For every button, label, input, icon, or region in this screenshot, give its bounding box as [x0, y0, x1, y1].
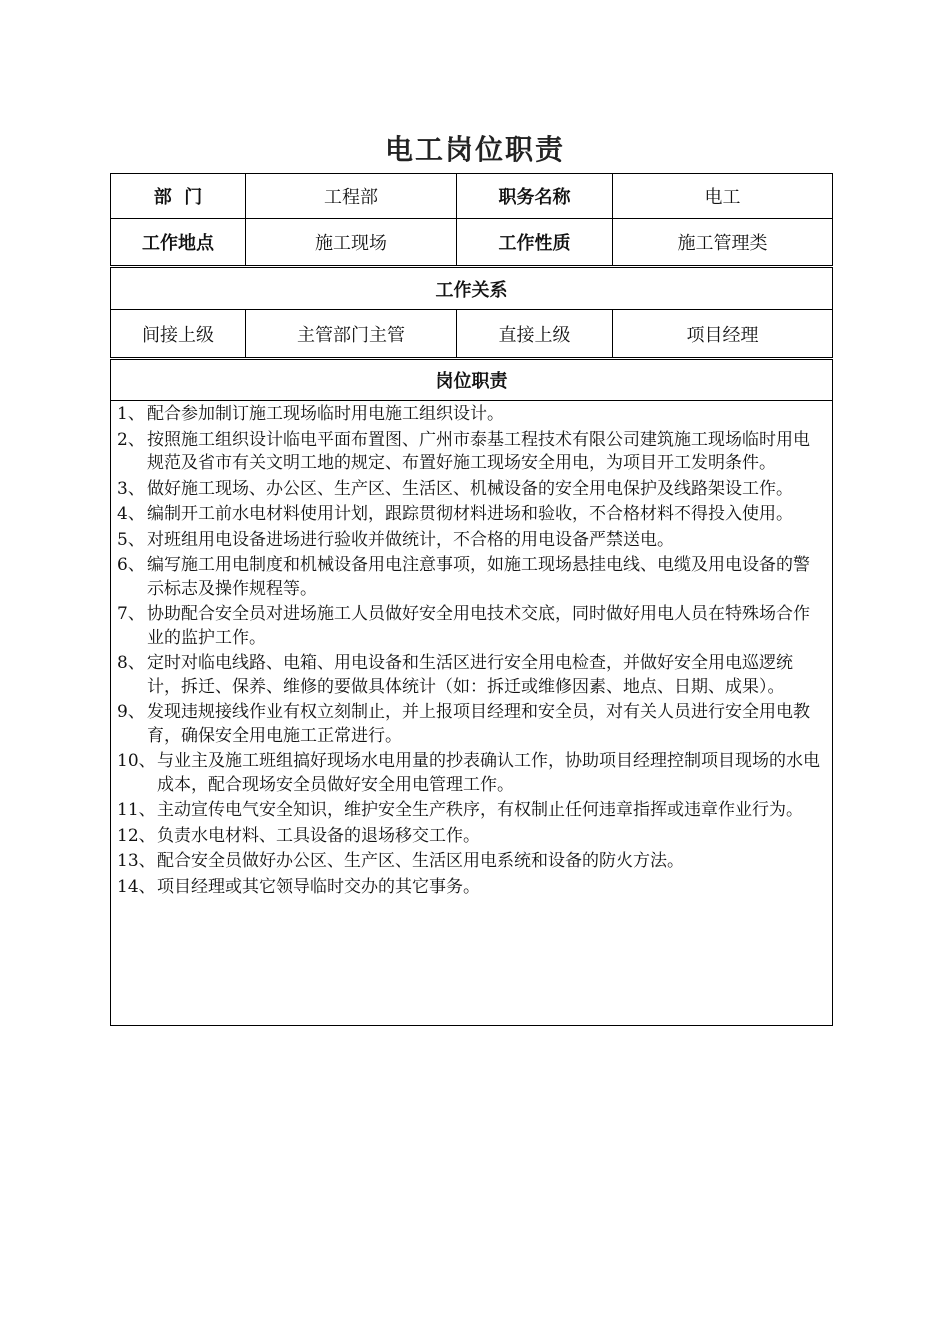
duty-number: 1、 [117, 404, 145, 424]
direct-superior-value: 项目经理 [613, 310, 833, 359]
duty-number: 9、 [117, 702, 145, 722]
duty-text: 配合安全员做好办公区、生产区、生活区用电系统和设备的防火方法。 [157, 851, 684, 871]
direct-superior-label: 直接上级 [457, 310, 613, 359]
duty-text: 协助配合安全员对进场施工人员做好安全用电技术交底，同时做好用电人员在特殊场合作业的监护工作。 [147, 604, 810, 648]
list-item [117, 503, 820, 527]
location-value: 施工现场 [246, 219, 457, 267]
duty-number: 4、 [117, 504, 145, 524]
list-item [117, 529, 820, 553]
list-item [117, 603, 820, 650]
duty-text: 配合参加制订施工现场临时用电施工组织设计。 [147, 404, 504, 424]
duty-text: 与业主及施工班组搞好现场水电用量的抄表确认工作，协助项目经理控制项目现场的水电成本，配合现场安全员做好安全用电管理工作。 [157, 751, 820, 795]
nature-label: 工作性质 [457, 219, 613, 267]
table-row [111, 174, 833, 219]
list-item [117, 799, 820, 823]
duty-text: 做好施工现场、办公区、生产区、生活区、机械设备的安全用电保护及线路架设工作。 [147, 478, 793, 499]
duty-text: 项目经理或其它领导临时交办的其它事务。 [157, 876, 480, 897]
duties-list [117, 401, 820, 899]
list-item [117, 825, 820, 849]
duty-number: 2、 [117, 429, 145, 450]
table-row [111, 401, 833, 1026]
table-row [111, 310, 833, 359]
duty-text: 主动宣传电气安全知识，维护安全生产秩序，有权制止任何违章指挥或违章作业行为。 [157, 800, 803, 820]
table-row [111, 267, 833, 310]
duty-number: 3、 [117, 478, 145, 499]
indirect-superior-label: 间接上级 [111, 310, 246, 359]
duty-number: 7、 [117, 604, 145, 624]
duty-number: 14、 [117, 876, 156, 897]
dept-label: 部 门 [111, 174, 246, 219]
relations-header: 工作关系 [111, 267, 833, 310]
duty-number: 13、 [117, 851, 156, 871]
duty-text: 编制开工前水电材料使用计划，跟踪贯彻材料进场和验收，不合格材料不得投入使用。 [147, 504, 793, 524]
list-item [117, 750, 820, 797]
duty-number: 10、 [117, 751, 156, 771]
list-item [117, 403, 820, 427]
duty-number: 8、 [117, 653, 145, 673]
job-info-table [110, 173, 833, 1026]
list-item [117, 876, 820, 900]
duty-number: 5、 [117, 529, 145, 550]
position-value: 电工 [613, 174, 833, 219]
duties-cell [111, 401, 833, 1026]
duty-number: 11、 [117, 800, 156, 820]
nature-value: 施工管理类 [613, 219, 833, 267]
dept-value: 工程部 [246, 174, 457, 219]
list-item [117, 652, 820, 699]
duties-header: 岗位职责 [111, 359, 833, 401]
position-label: 职务名称 [457, 174, 613, 219]
duty-number: 6、 [117, 555, 145, 575]
location-label: 工作地点 [111, 219, 246, 267]
duty-text: 发现违规接线作业有权立刻制止，并上报项目经理和安全员，对有关人员进行安全用电教育，确保安全用电施工正常进行。 [147, 702, 810, 746]
list-item [117, 850, 820, 874]
duty-text: 编写施工用电制度和机械设备用电注意事项，如施工现场悬挂电线、电缆及用电设备的警示标志及操作规程等。 [147, 555, 810, 599]
list-item [117, 554, 820, 601]
table-row [111, 359, 833, 401]
list-item [117, 701, 820, 748]
duty-number: 12、 [117, 825, 156, 846]
table-row [111, 219, 833, 267]
duty-text: 负责水电材料、工具设备的退场移交工作。 [157, 825, 480, 846]
list-item [117, 478, 820, 502]
duty-text: 对班组用电设备进场进行验收并做统计，不合格的用电设备严禁送电。 [147, 529, 674, 550]
page-title: 电工岗位职责 [384, 133, 565, 166]
duty-text: 定时对临电线路、电箱、用电设备和生活区进行安全用电检查，并做好安全用电巡逻统计，拆迁、保养、维修的要做具体统计（如：拆迁或维修因素、地点、日期、成果）。 [147, 653, 793, 697]
indirect-superior-value: 主管部门主管 [246, 310, 457, 359]
list-item [117, 429, 820, 476]
duty-text: 按照施工组织设计临电平面布置图、广州市泰基工程技术有限公司建筑施工现场临时用电规范及省市有关文明工地的规定、布置好施工现场安全用电，为项目开工发明条件。 [147, 429, 810, 473]
